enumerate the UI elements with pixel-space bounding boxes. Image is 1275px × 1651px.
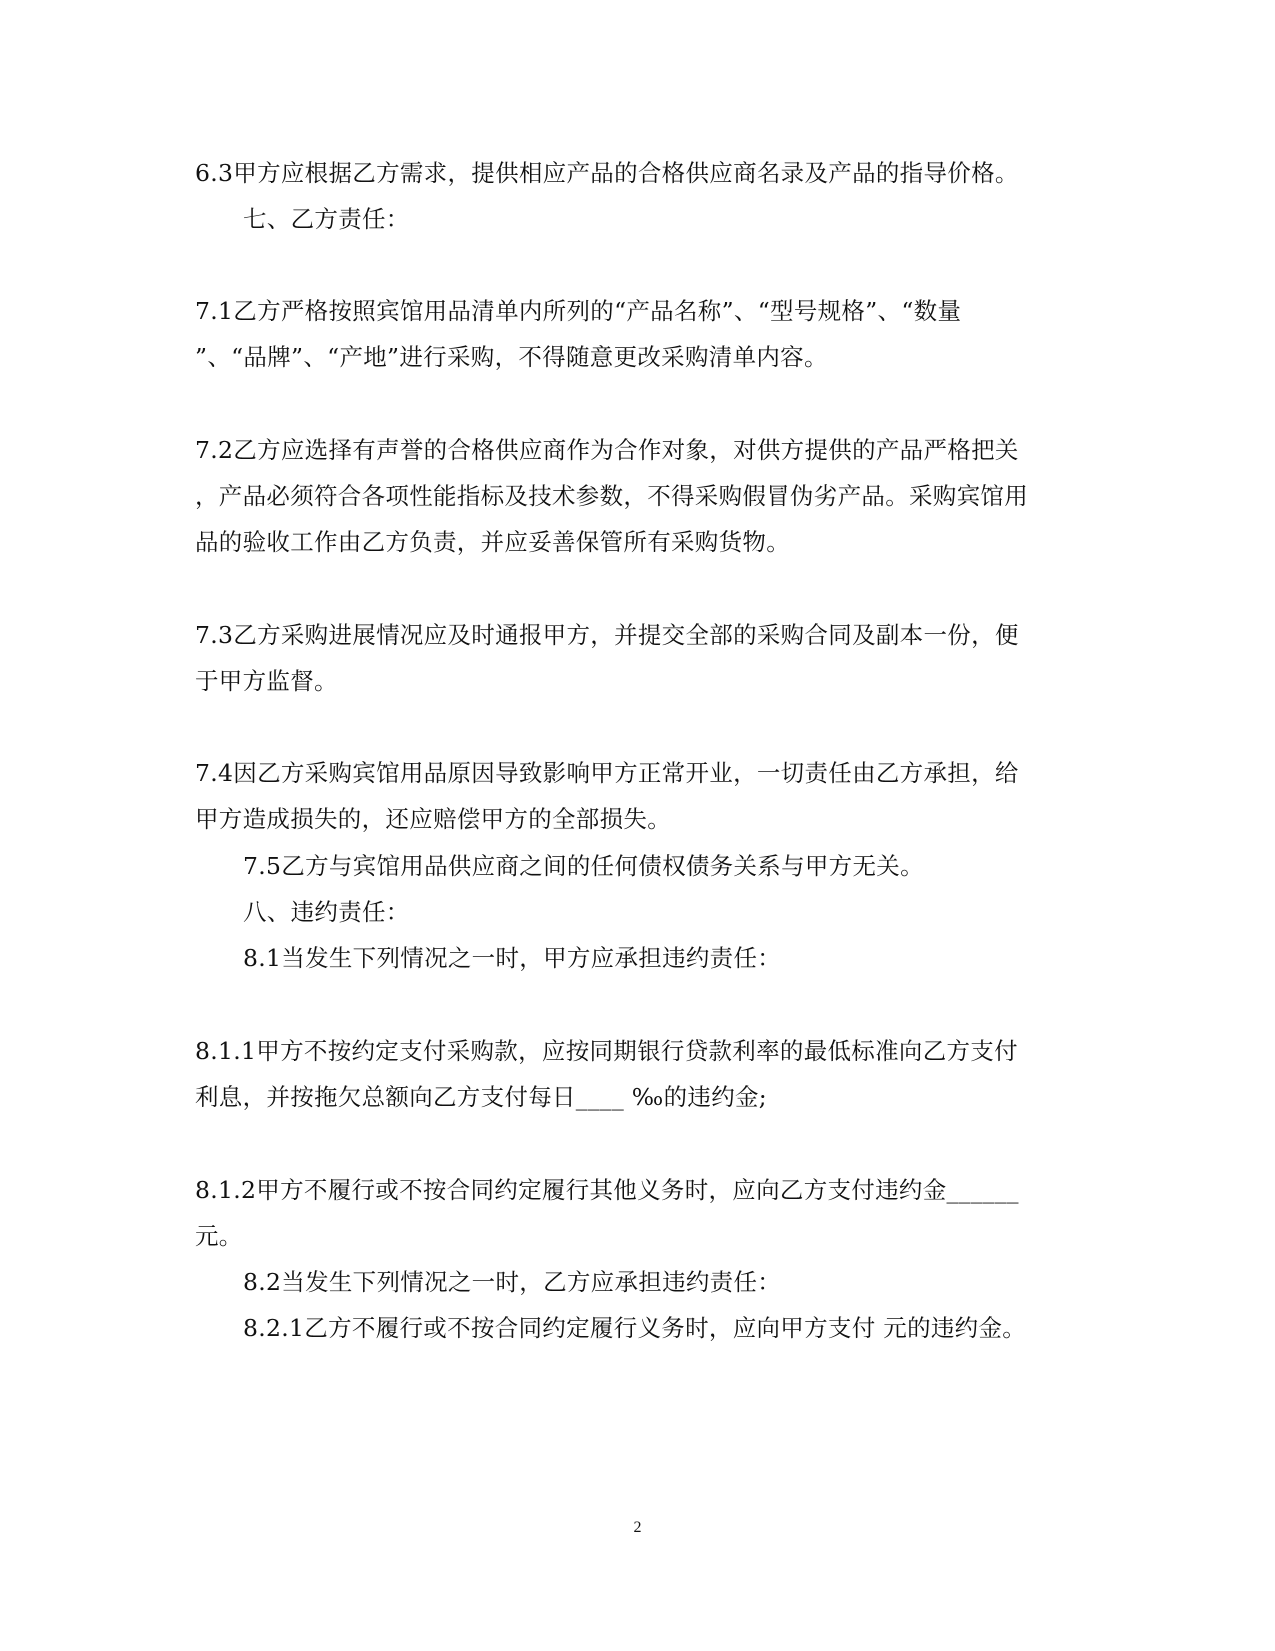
text-line-8-2: 8.2当发生下列情况之一时，乙方应承担违约责任：: [243, 1268, 782, 1296]
text-line-8-1-1: 8.1.1甲方不按约定支付采购款，应按同期银行贷款利率的最低标准向乙方支付: [195, 1037, 1018, 1065]
text-line-7-2-cont-1: ，产品必须符合各项性能指标及技术参数，不得采购假冒伪劣产品。采购宾馆用: [195, 482, 1028, 510]
text-line-7-5: 7.5乙方与宾馆用品供应商之间的任何债权债务关系与甲方无关。: [243, 852, 924, 880]
text-line-8-1-2: 8.1.2甲方不履行或不按合同约定履行其他义务时，应向乙方支付违约金______: [195, 1176, 1019, 1204]
text-line-7-2-cont-2: 品的验收工作由乙方负责，并应妥善保管所有采购货物。: [195, 528, 790, 556]
text-line-7-2: 7.2乙方应选择有声誉的合格供应商作为合作对象，对供方提供的产品严格把关: [195, 436, 1019, 464]
section-heading-7: 七、乙方责任：: [243, 205, 410, 233]
text-line-7-4-cont: 甲方造成损失的，还应赔偿甲方的全部损失。: [195, 805, 671, 833]
text-line-8-2-1: 8.2.1乙方不履行或不按合同约定履行义务时，应向甲方支付 元的违约金。: [243, 1314, 1027, 1342]
text-line-7-3: 7.3乙方采购进展情况应及时通报甲方，并提交全部的采购合同及副本一份，便: [195, 621, 1019, 649]
text-line-7-1-cont: ”、“品牌”、“产地”进行采购，不得随意更改采购清单内容。: [195, 343, 828, 371]
page-number: 2: [633, 1519, 642, 1536]
text-line-7-3-cont: 于甲方监督。: [195, 667, 338, 695]
text-line-6-3: 6.3甲方应根据乙方需求，提供相应产品的合格供应商名录及产品的指导价格。: [195, 159, 1019, 187]
text-line-7-1: 7.1乙方严格按照宾馆用品清单内所列的“产品名称”、“型号规格”、“数量: [195, 297, 962, 325]
section-heading-8: 八、违约责任：: [243, 898, 410, 926]
text-line-8-1: 8.1当发生下列情况之一时，甲方应承担违约责任：: [243, 944, 782, 972]
text-line-8-1-2-cont: 元。: [195, 1222, 243, 1250]
text-line-8-1-1-cont: 利息，并按拖欠总额向乙方支付每日____ ‰的违约金;: [195, 1083, 768, 1111]
text-line-7-4: 7.4因乙方采购宾馆用品原因导致影响甲方正常开业，一切责任由乙方承担，给: [195, 759, 1019, 787]
